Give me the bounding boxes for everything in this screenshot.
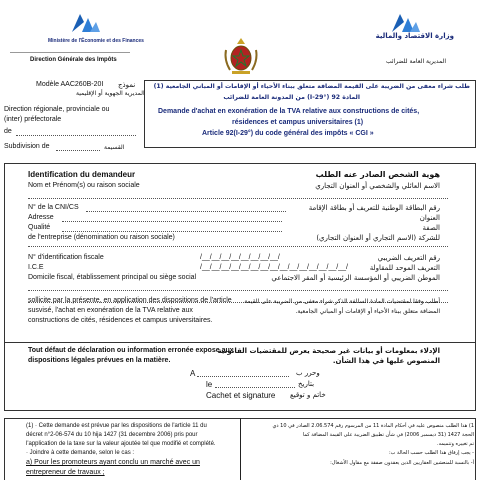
if-field[interactable]: /__/__/__/__/__/__/__/__/ (200, 254, 280, 261)
qualite-field[interactable] (62, 231, 282, 232)
adresse-label-ar: العنوان (419, 214, 440, 222)
footnote-ar-3: تم تغييره وتتميمه. (437, 441, 474, 447)
qualite-label-fr: Qualité (28, 224, 51, 231)
identification-heading-ar: هوية الشخص الصادر عنه الطلب (315, 170, 440, 179)
direction-label-fr-1: Direction régionale, provinciale ou (4, 106, 110, 113)
entreprise-field[interactable] (28, 246, 448, 247)
footnote-fr-6: entrepreneur de travaux ; (26, 469, 105, 476)
direction-label-fr-2: (inter) préfectorale (4, 116, 62, 123)
subdivision-label-ar: القسيمة (104, 144, 125, 151)
de-label: de (4, 128, 12, 135)
cni-label-ar: رقم البطاقة الوطنية للتعريف أو بطاقة الإقامة (308, 204, 440, 212)
ice-field[interactable]: /__/__/__/__/__/__/__/__/__/__/__/__/__/__/__/ (200, 264, 348, 271)
moroccan-coat-of-arms (222, 36, 260, 76)
footnote-fr-4: · Joindre à cette demande, selon le cas : (26, 450, 135, 456)
signature-a-label: A (190, 369, 196, 378)
subdivision-label: Subdivision de (4, 143, 50, 150)
ministry-logo-fr (68, 10, 102, 36)
title-fr-3: Article 92(I-29°) du code général des impôts « CGI » (202, 130, 374, 137)
domicile-field-1[interactable] (28, 290, 448, 291)
name-label-fr: Nom et Prénom(s) ou raison sociale (28, 182, 140, 189)
cachet-signature-label: Cachet et signature (206, 391, 276, 400)
request-ar-1: أطلب وفقا لمقتضيات المادة السالفة الذكر شراء معفى من الضريبة على القيمة (244, 298, 440, 305)
adresse-label-fr: Adresse (28, 214, 54, 221)
ice-label-ar: التعريف الموحد للمقاولة (369, 264, 440, 272)
signature-a-label-ar: وحرر ب (296, 369, 320, 377)
cni-field[interactable] (86, 211, 286, 212)
domicile-label-fr: Domicile fiscal, établissement principal ou siège social (28, 274, 197, 281)
qualite-label-ar: الصفة (422, 224, 440, 232)
footnote-ar-5: أ- بالنسبة للمنعشين العقاريين الذين يعقدون صفقة مع مقاول الأشغال: (330, 460, 474, 466)
name-field[interactable] (28, 198, 448, 199)
model-label-ar: نموذج (118, 81, 136, 89)
direction-label-ar: المديرية الجهوية أو الإقليمية (76, 90, 145, 97)
signature-date-field[interactable] (215, 387, 295, 388)
cachet-signature-label-ar: خاتم و توقيع (290, 391, 326, 399)
footnote-fr-2: décret n°2-06-574 du 10 hija 1427 (31 decembre 2006) pris pour (26, 432, 198, 438)
footnote-divider (240, 418, 241, 480)
request-fr-1: sollicite par la présente, en application des dispositions de l'article (28, 297, 232, 304)
domicile-label-ar: الموطن الضريبي أو المؤسسة الرئيسية أو المقر الاجتماعي (271, 274, 440, 282)
signature-date-label-ar: بتاريخ (298, 380, 315, 388)
entreprise-label-ar: للشركة (الاسم التجاري أو العنوان التجاري) (316, 234, 440, 242)
footnote-fr-5: a) Pour les promoteurs ayant conclu un marché avec un (26, 459, 200, 466)
title-ar-2: المادة 92 (I-29°) من المدونة العامة للضرائب (223, 94, 360, 101)
signature-place-field[interactable] (197, 376, 289, 377)
if-label-ar: رقم التعريف الضريبي (377, 254, 440, 262)
request-ar-2: المضافة متعلق ببناء الأحياء أو الإقامات أو المباني الجامعية. (295, 308, 440, 315)
warning-ar-1: الإدلاء بمعلومات أو بيانات غير صحيحة يعرض للمقتضيات القانونية (217, 347, 440, 355)
footnote-fr-3: l'application de la taxe sur la valeur ajoutée tel que modifié et complété. (26, 441, 216, 447)
ice-label-fr: I.C.E (28, 264, 44, 271)
title-ar-1: طلب شراء معفى من الضريبة على القيمة المضافة متعلق ببناء الأحياء أو الإقامات أو المباني الجامعية (1) (153, 83, 470, 90)
footnote-fr-1: (1) · Cette demande est prévue par les dispositions de l'article 11 du (26, 423, 207, 429)
warning-fr-2: dispositions légales prévues en la matière. (28, 357, 171, 364)
warning-fr-1: Tout défaut de déclaration ou information erronée expose aux (28, 347, 234, 354)
request-fr-2: susvisé, l'achat en exonération de la TVA relative aux (28, 307, 193, 314)
entreprise-label-fr: de l'entreprise (dénomination ou raison sociale) (28, 234, 175, 241)
request-fr-3: constructions de cités, résidences et campus universitaires. (28, 317, 213, 324)
identification-heading-fr: Identification du demandeur (28, 170, 136, 179)
ministry-name-fr: Ministère de l'Économie et des Finances (48, 38, 144, 44)
title-fr-2: résidences et campus universitaires (1) (232, 119, 364, 126)
subdivision-dots (56, 150, 100, 151)
identification-box (4, 163, 476, 343)
dgi-name-ar: المديرية العامة للضرائب (386, 58, 446, 65)
model-label: Modèle AAC260B-20I (36, 81, 104, 88)
signature-date-label: le (206, 380, 213, 389)
dgi-underline-left (10, 52, 130, 53)
footnote-ar-1: 1) هذا الطلب منصوص عليه في أحكام المادة 11 من المرسوم رقم 2.06.574 الصادر في 10 ذي (272, 423, 474, 429)
if-label-fr: N° d'identification fiscale (28, 254, 104, 261)
footnote-ar-4: - يجب إرفاق هذا الطلب حسب الحالة ب: (388, 450, 474, 456)
adresse-field[interactable] (62, 221, 282, 222)
ministry-name-ar: وزارة الاقتصاد والمالية (375, 32, 454, 40)
footnote-ar-2: الحجة 1427 (31 ديسمبر 2006) في شأن تطبيق الضريبة على القيمة المضافة كما (302, 432, 474, 438)
title-fr-1: Demande d'achat en exonération de la TVA relative aux constructions de cités, (158, 108, 420, 115)
warning-ar-2: المنصوص عليها في هذا الشأن. (332, 357, 440, 365)
direction-dots (16, 135, 136, 136)
cni-label-fr: N° de la CNI/CS (28, 204, 79, 211)
dgi-name-fr: Direction Générale des Impôts (30, 57, 117, 63)
name-label-ar: الاسم العائلي والشخصي أو العنوان التجاري (315, 182, 440, 190)
